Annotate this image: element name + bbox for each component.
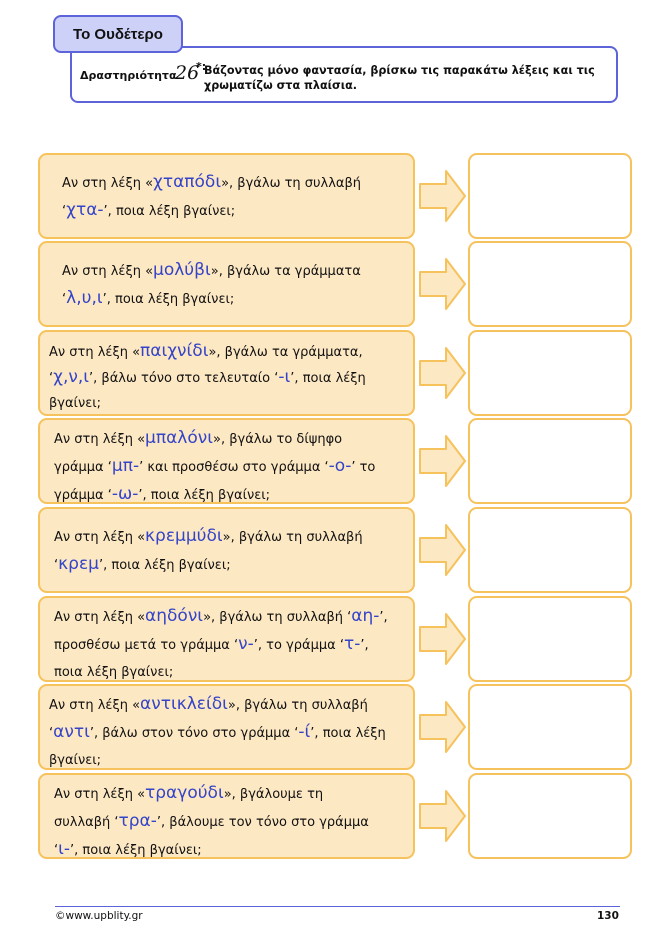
question-text xyxy=(49,691,386,774)
question-line xyxy=(49,339,366,365)
answer-box[interactable] xyxy=(468,418,632,504)
instruction-line-2: χρωματίζω στα πλαίσια. xyxy=(204,79,358,92)
arrow-right-icon xyxy=(418,432,468,490)
keyword-text: -ω- xyxy=(111,484,139,504)
question-line xyxy=(62,257,361,285)
question-box xyxy=(38,684,415,770)
arrow-right-icon xyxy=(418,255,468,313)
arrow-right-icon xyxy=(418,521,468,579)
question-text-run: ‘ xyxy=(54,843,59,858)
keyword-text: χταπόδι xyxy=(153,172,222,192)
answer-box[interactable] xyxy=(468,330,632,416)
question-line xyxy=(62,285,361,313)
page-number: 130 xyxy=(597,910,619,922)
question-line xyxy=(54,603,388,631)
question-text-run: ’, ποια λέξη βγαίνει; xyxy=(138,488,271,503)
arrow-right-icon xyxy=(418,344,468,402)
question-text-run: », βγάλω τα γράμματα, xyxy=(208,345,363,360)
question-text xyxy=(62,257,361,313)
question-text-run: », βγάλω τη συλλαβή ‘ xyxy=(203,610,352,625)
question-box xyxy=(38,418,415,504)
question-text-run: βγαίνει; xyxy=(49,753,102,768)
question-line xyxy=(54,481,375,509)
keyword-text: λ,υ,ι xyxy=(66,288,103,308)
question-text-run: », βγάλω τα γράμματα xyxy=(210,264,361,279)
answer-box[interactable] xyxy=(468,507,632,593)
question-row-6 xyxy=(38,596,634,682)
keyword-text: κρεμμύδι xyxy=(145,526,223,546)
keyword-text: -ο- xyxy=(328,456,352,476)
question-text-run: ’ το xyxy=(351,460,376,475)
question-line xyxy=(54,836,369,864)
question-box xyxy=(38,773,415,859)
question-row-7 xyxy=(38,684,634,770)
keyword-text: τ- xyxy=(343,634,361,654)
question-text xyxy=(54,780,369,864)
question-text-run: ‘ xyxy=(54,558,59,573)
question-text-run: », βγάλουμε τη xyxy=(223,787,324,802)
question-text-run: ’, βάλω στον τόνο στο γράμμα ‘ xyxy=(89,726,299,741)
question-box xyxy=(38,596,415,682)
keyword-text: μπαλόνι xyxy=(145,428,213,448)
question-text-run: ’, ποια λέξη xyxy=(290,371,366,386)
instruction-line-1: Βάζοντας μόνο φαντασία, βρίσκω τις παρακάτω λέξεις και τις xyxy=(204,64,595,77)
question-text-run: συλλαβή ‘ xyxy=(54,815,119,830)
question-box xyxy=(38,153,415,239)
question-line xyxy=(54,659,388,686)
question-text-run: ‘ xyxy=(62,292,67,307)
arrow-right-icon xyxy=(418,167,468,225)
question-row-5 xyxy=(38,507,634,593)
question-text-run: ‘ xyxy=(62,204,67,219)
question-line xyxy=(54,453,375,481)
keyword-text: ν- xyxy=(238,634,254,654)
keyword-text: -ι xyxy=(278,367,291,387)
question-text-run: Αν στη λέξη « xyxy=(49,698,141,713)
question-line xyxy=(49,691,386,719)
question-text-run: προσθέσω μετά το γράμμα ‘ xyxy=(54,638,239,653)
answer-box[interactable] xyxy=(468,596,632,682)
question-text-run: ’, το γράμμα ‘ xyxy=(253,638,344,653)
arrow-right-icon xyxy=(418,787,468,845)
question-text-run: ’, βάλω τόνο στο τελευταίο ‘ xyxy=(89,371,279,386)
keyword-text: αη- xyxy=(351,606,380,626)
answer-box[interactable] xyxy=(468,684,632,770)
question-box xyxy=(38,330,415,416)
question-text-run: Αν στη λέξη « xyxy=(62,264,154,279)
answer-box[interactable] xyxy=(468,153,632,239)
answer-box[interactable] xyxy=(468,241,632,327)
question-text xyxy=(54,425,375,509)
question-text-run: ’, xyxy=(379,610,388,625)
activity-instruction xyxy=(204,63,604,93)
question-line xyxy=(54,780,369,808)
page-title xyxy=(53,15,183,53)
question-row-2 xyxy=(38,241,634,327)
question-line xyxy=(49,719,386,747)
question-text-run: ’, ποια λέξη βγαίνει; xyxy=(70,843,202,858)
question-line xyxy=(49,365,366,391)
question-row-4 xyxy=(38,418,634,504)
question-line xyxy=(62,197,361,225)
arrow-right-icon xyxy=(418,610,468,668)
question-text-run: γράμμα ‘ xyxy=(54,460,112,475)
activity-label: Δραστηριότητα xyxy=(80,69,177,82)
keyword-text: αηδόνι xyxy=(145,606,204,626)
question-line xyxy=(62,169,361,197)
question-row-3 xyxy=(38,330,634,416)
question-text xyxy=(54,603,388,686)
question-text-run: Αν στη λέξη « xyxy=(54,432,146,447)
question-text-run: ‘ xyxy=(49,726,54,741)
keyword-text: χτα- xyxy=(66,200,104,220)
activity-instruction-box xyxy=(70,46,618,103)
question-text-run: Αν στη λέξη « xyxy=(54,787,146,802)
question-row-8 xyxy=(38,773,634,859)
question-row-1 xyxy=(38,153,634,239)
question-text-run: Αν στη λέξη « xyxy=(49,345,141,360)
question-text-run: ’, ποια λέξη βγαίνει; xyxy=(103,204,236,219)
question-text-run: ’, ποια λέξη βγαίνει; xyxy=(98,558,231,573)
question-line xyxy=(49,391,366,416)
question-line xyxy=(54,631,388,659)
question-text xyxy=(62,169,361,225)
keyword-text: -ί xyxy=(298,722,311,742)
activity-number: 26 xyxy=(175,62,200,84)
footer-divider xyxy=(55,906,620,907)
arrow-right-icon xyxy=(418,698,468,756)
question-text-run: ’, ποια λέξη βγαίνει; xyxy=(102,292,235,307)
keyword-text: μολύβι xyxy=(153,260,211,280)
question-line xyxy=(54,808,369,836)
activity-star: *: xyxy=(196,60,207,73)
question-text xyxy=(54,523,363,579)
question-text-run: Αν στη λέξη « xyxy=(62,176,154,191)
question-text xyxy=(49,339,366,416)
keyword-text: κρεμ xyxy=(58,554,99,574)
question-text-run: ’, βάλουμε τον τόνο στο γράμμα xyxy=(156,815,369,830)
keyword-text: τρα- xyxy=(118,811,157,831)
question-text-run: ’ και προσθέσω στο γράμμα ‘ xyxy=(139,460,329,475)
page-title-text: Το Ουδέτερο xyxy=(73,25,163,43)
question-text-run: βγαίνει; xyxy=(49,396,102,411)
question-text-run: Αν στη λέξη « xyxy=(54,530,146,545)
question-text-run: », βγάλω το δίψηφο xyxy=(213,432,343,447)
question-text-run: », βγάλω τη συλλαβή xyxy=(221,176,362,191)
question-box xyxy=(38,241,415,327)
question-text-run: Αν στη λέξη « xyxy=(54,610,146,625)
keyword-text: χ,ν,ι xyxy=(53,367,90,387)
question-text-run: », βγάλω τη συλλαβή xyxy=(227,698,368,713)
answer-box[interactable] xyxy=(468,773,632,859)
question-text-run: γράμμα ‘ xyxy=(54,488,112,503)
question-text-run: ’, ποια λέξη xyxy=(310,726,386,741)
question-line xyxy=(54,425,375,453)
question-text-run: ποια λέξη βγαίνει; xyxy=(54,665,174,680)
keyword-text: ι- xyxy=(58,839,71,859)
question-line xyxy=(54,523,363,551)
keyword-text: αντι xyxy=(53,722,90,742)
keyword-text: τραγούδι xyxy=(145,783,224,803)
question-text-run: ’, xyxy=(360,638,369,653)
keyword-text: αντικλείδι xyxy=(140,694,228,714)
question-box xyxy=(38,507,415,593)
footer-site: ©www.upblity.gr xyxy=(55,910,143,922)
question-line xyxy=(54,551,363,579)
keyword-text: μπ- xyxy=(111,456,140,476)
question-text-run: ‘ xyxy=(49,371,54,386)
question-text-run: », βγάλω τη συλλαβή xyxy=(222,530,363,545)
question-line xyxy=(49,747,386,774)
keyword-text: παιχνίδι xyxy=(140,341,209,361)
